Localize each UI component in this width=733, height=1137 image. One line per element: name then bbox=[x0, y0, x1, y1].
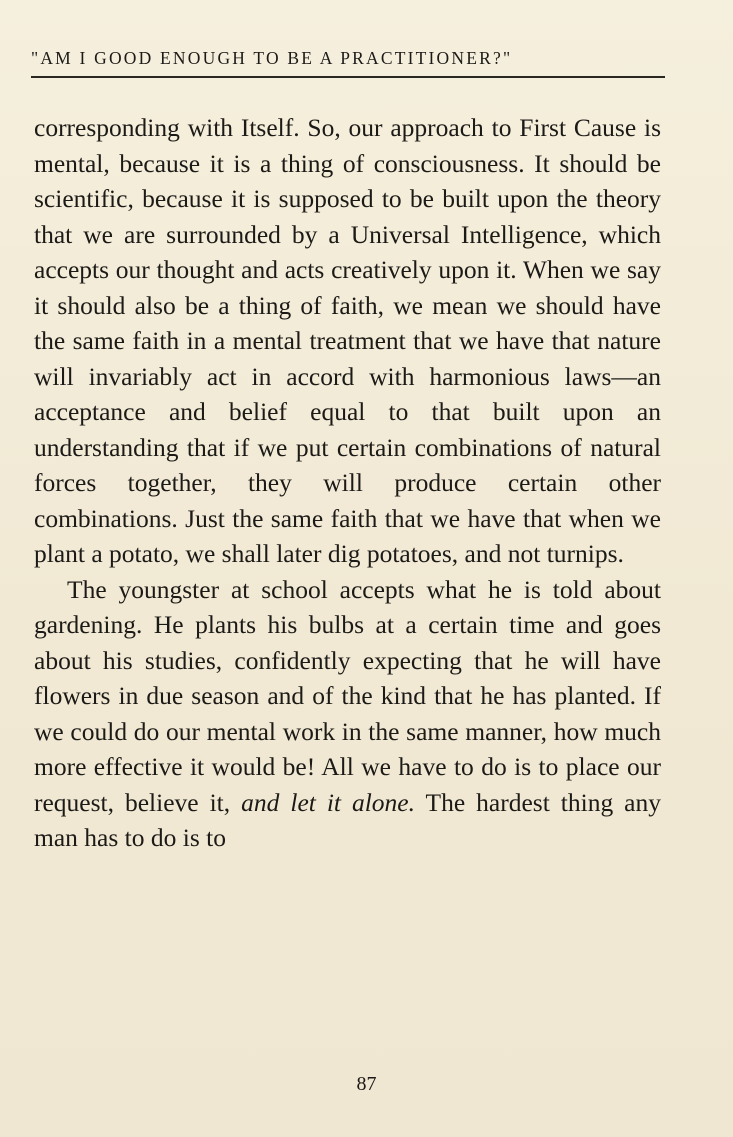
header-rule bbox=[31, 76, 665, 78]
paragraph-2-text: The youngster at school accepts what he is told about gardening. He plants his bulbs at a certain time and goes about his studies, confidently expecting that he will have flowers in due season and of the kind that he has planted. If we could do our mental work in the same manner, how much more effective it would be! All we have to do is to place our request, believe it, bbox=[34, 574, 661, 817]
running-head: "AM I GOOD ENOUGH TO BE A PRACTITIONER?" bbox=[31, 48, 513, 68]
page-number: 87 bbox=[356, 1073, 377, 1095]
paragraph-2-continuation: The hardest thing any man has to do is to bbox=[34, 787, 661, 852]
paragraph-1: corresponding with Itself. So, our approach to First Cause is mental, because it is a thing of consciousness. It should be scientific, because it is supposed to be built upon the theory that we are surrounded by a Universal Intelligence, which accepts our thought and acts creatively upon it. When we say it should also be a thing of faith, we mean we should have the same faith in a mental treatment that we have that nature will invariably act in accord with harmonious laws—an acceptance and belief equal to that built upon an understanding that if we put certain combinations of natural forces together, they will produce certain other combinations. Just the same faith that we have that when we plant a potato, we shall later dig potatoes, and not turnips. bbox=[34, 113, 661, 568]
page-body bbox=[34, 110, 661, 856]
italic-emphasis: and let it alone. bbox=[241, 787, 415, 817]
paragraph-2 bbox=[34, 572, 661, 856]
